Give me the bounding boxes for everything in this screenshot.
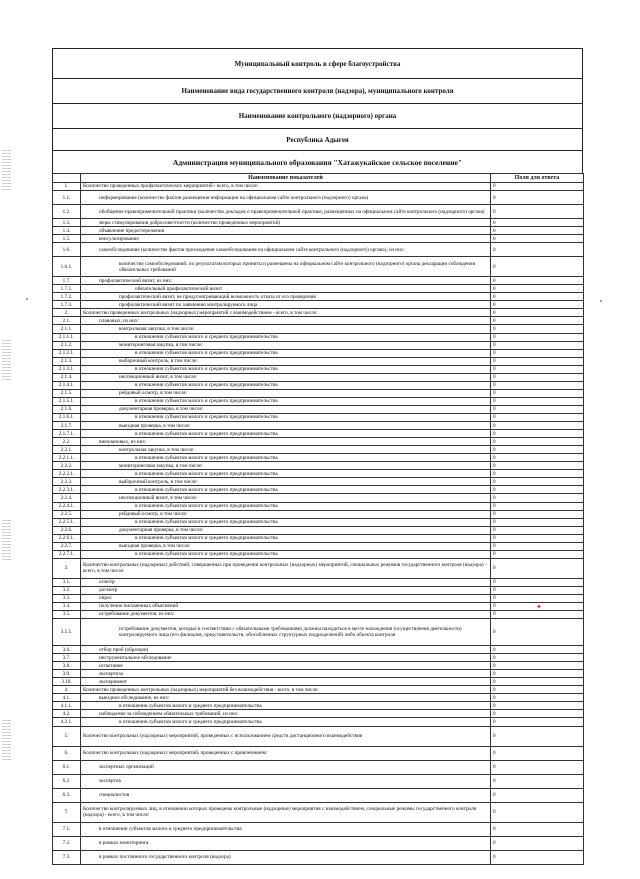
row-number: 2.1.5.1.	[53, 397, 81, 405]
row-number: 3.9.	[53, 670, 81, 678]
table-row	[53, 293, 584, 301]
table-row	[53, 205, 584, 219]
answer-value[interactable]: 0	[491, 317, 584, 325]
indicator-name: в отношении субъектов малого и среднего предпринимательства	[81, 534, 491, 542]
row-number: 2.2.2.1.	[53, 470, 81, 478]
indicator-name: истребование документов, из них:	[81, 611, 491, 619]
indicator-name: в отношении субъектов малого и среднего предпринимательства	[81, 518, 491, 526]
row-number: 5.	[53, 726, 81, 746]
row-number: 2.2.6.	[53, 526, 81, 534]
indicator-name: профилактический визит по заявлению контролируемого лица	[81, 301, 491, 309]
indicator-name: отбор проб (образцов)	[81, 646, 491, 654]
indicator-name: в рамках мониторинга	[81, 836, 491, 850]
scan-speck	[600, 300, 602, 302]
table-row	[53, 670, 584, 678]
row-number: 7.1.	[53, 822, 81, 836]
answer-value[interactable]: 0	[491, 518, 584, 526]
row-number: 2.2.1.	[53, 446, 81, 454]
row-number: 2.1.3.	[53, 357, 81, 365]
table-row	[53, 822, 584, 836]
answer-value[interactable]: 0	[491, 277, 584, 285]
indicator-name: инспекционный визит, в том числе:	[81, 494, 491, 502]
row-number: 2.1.1.	[53, 325, 81, 333]
number-column-header	[53, 174, 81, 183]
indicator-name: в отношении субъектов малого и среднего предпринимательства	[81, 502, 491, 510]
answer-value[interactable]: 0	[491, 219, 584, 227]
row-number: 1.7.2.	[53, 293, 81, 301]
table-row	[53, 446, 584, 454]
answer-value[interactable]: 0	[491, 405, 584, 413]
row-number: 4.	[53, 686, 81, 694]
table-row	[53, 454, 584, 462]
row-number: 3.8.	[53, 662, 81, 670]
indicator-name: самообследование (количество фактов прохождения самообследования на официальном сайте контрольного (надзорного) органа), из них:	[81, 243, 491, 257]
answer-value[interactable]: 0	[491, 611, 584, 619]
row-number: 2.1.6.	[53, 405, 81, 413]
table-row	[53, 309, 584, 317]
row-number: 1.7.1.	[53, 285, 81, 293]
table-row	[53, 219, 584, 227]
row-number: 2.2.7.1.	[53, 550, 81, 558]
table-row	[53, 550, 584, 558]
answer-value[interactable]: 0	[491, 309, 584, 317]
answer-value[interactable]: 0	[491, 678, 584, 686]
answer-value[interactable]: 0	[491, 325, 584, 333]
indicator-name: специалистов	[81, 788, 491, 802]
indicator-name: испытание	[81, 662, 491, 670]
answer-value[interactable]: 0	[491, 205, 584, 219]
row-number: 2.2.2.	[53, 462, 81, 470]
answer-value[interactable]: 0	[491, 836, 584, 850]
answer-value[interactable]: 0	[491, 510, 584, 518]
indicator-name: досмотр	[81, 586, 491, 594]
table-row	[53, 662, 584, 670]
table-row	[53, 788, 584, 802]
row-number: 2.2.5.	[53, 510, 81, 518]
indicators-table	[52, 173, 584, 865]
answer-value[interactable]: 0	[491, 602, 584, 610]
answer-value[interactable]: 0	[491, 183, 584, 191]
indicator-name: контрольная закупка, в том числе:	[81, 325, 491, 333]
table-row	[53, 470, 584, 478]
indicator-name: Количество контрольных (надзорных) мероприятий, проведенных с привлечением:	[81, 746, 491, 760]
answer-value[interactable]: 0	[491, 662, 584, 670]
row-number: 4.2.1.	[53, 718, 81, 726]
answer-value[interactable]: 0	[491, 774, 584, 788]
answer-value[interactable]: 0	[491, 646, 584, 654]
answer-value[interactable]: 0	[491, 357, 584, 365]
table-row	[53, 422, 584, 430]
table-row	[53, 526, 584, 534]
answer-value[interactable]: 0	[491, 235, 584, 243]
row-number: 7.2.	[53, 836, 81, 850]
indicator-name: Количество контрольных (надзорных) мероприятий, проведенных с использованием средств дистанционного взаимодействия	[81, 726, 491, 746]
table-row	[53, 726, 584, 746]
answer-value[interactable]: 0	[491, 301, 584, 309]
row-number: 2.2.4.1.	[53, 502, 81, 510]
answer-value[interactable]: 0	[491, 822, 584, 836]
row-number: 4.2.	[53, 710, 81, 718]
table-row	[53, 462, 584, 470]
indicator-name: экспертиза	[81, 670, 491, 678]
table-row	[53, 836, 584, 850]
table-row	[53, 349, 584, 357]
row-number: 4.1.	[53, 694, 81, 702]
indicator-name: в рамках постоянного государственного контроля (надзора)	[81, 850, 491, 864]
answer-value[interactable]: 0	[491, 670, 584, 678]
indicator-name: эксперимент	[81, 678, 491, 686]
row-number: 6.3.	[53, 788, 81, 802]
table-row	[53, 381, 584, 389]
table-row	[53, 430, 584, 438]
indicator-name: рейдовый осмотр, в том числе:	[81, 510, 491, 518]
answer-value[interactable]: 0	[491, 526, 584, 534]
indicator-name: плановых, из них:	[81, 317, 491, 325]
table-row	[53, 494, 584, 502]
row-number: 2.2.7.	[53, 542, 81, 550]
row-number: 2.2.4.	[53, 494, 81, 502]
row-number: 1.1.	[53, 191, 81, 205]
answer-value[interactable]: 0	[491, 702, 584, 710]
indicator-name: документарная проверка, в том числе:	[81, 405, 491, 413]
answer-value[interactable]: 0	[491, 454, 584, 462]
indicator-name: документарная проверка, в том числе:	[81, 526, 491, 534]
table-row	[53, 518, 584, 526]
authority-heading: Наименование контрольного (надзорного) органа	[52, 103, 583, 128]
scan-edge-artifact	[2, 340, 11, 380]
answer-value[interactable]: 0	[491, 462, 584, 470]
answer-value[interactable]: 0	[491, 486, 584, 494]
table-row	[53, 333, 584, 341]
indicator-name: в отношении субъектов малого и среднего предпринимательства	[81, 397, 491, 405]
indicator-name: Количество проведенных профилактических мероприятий - всего, в том числе:	[81, 183, 491, 191]
row-number: 3.1.	[53, 578, 81, 586]
answer-value[interactable]: 0	[491, 446, 584, 454]
indicator-name: в отношении субъектов малого и среднего предпринимательства	[81, 381, 491, 389]
answer-value[interactable]: 0	[491, 333, 584, 341]
indicator-name: в отношении субъектов малого и среднего предпринимательства	[81, 702, 491, 710]
scan-edge-artifact	[2, 520, 11, 560]
indicator-name: выборочный контроль, в том числе:	[81, 478, 491, 486]
report-sheet	[52, 48, 583, 865]
row-number: 1.	[53, 183, 81, 191]
answer-value[interactable]: 0	[491, 710, 584, 718]
answer-value[interactable]: 0	[491, 285, 584, 293]
table-row	[53, 413, 584, 421]
row-number: 2.1.6.1.	[53, 413, 81, 421]
table-row	[53, 611, 584, 619]
answer-value[interactable]: 0	[491, 694, 584, 702]
answer-value[interactable]: 0	[491, 494, 584, 502]
indicator-name: Количество контрольных (надзорных) действий, совершенных при проведении контрольных (надзорных) мероприятий, специальных режимов государственного контроля (надзора) - всего, в том числе:	[81, 558, 491, 578]
row-number: 2.1.4.1.	[53, 381, 81, 389]
table-row	[53, 301, 584, 309]
indicator-name: внеплановых, из них:	[81, 438, 491, 446]
answer-value[interactable]: 0	[491, 227, 584, 235]
table-row	[53, 341, 584, 349]
row-number: 7.3.	[53, 850, 81, 864]
row-number: 4.1.1.	[53, 702, 81, 710]
answer-value[interactable]: 0	[491, 534, 584, 542]
answer-value[interactable]: 0	[491, 542, 584, 550]
row-number: 3.2.	[53, 586, 81, 594]
answer-value[interactable]: 0	[491, 413, 584, 421]
indicator-name: мониторинговая закупка, в том числе:	[81, 341, 491, 349]
table-row	[53, 277, 584, 285]
red-pen-mark: ✦	[536, 603, 542, 611]
answer-value[interactable]: 0	[491, 619, 584, 646]
indicator-name: объявление предостережения	[81, 227, 491, 235]
answer-value[interactable]: 0	[491, 558, 584, 578]
table-row	[53, 317, 584, 325]
indicator-column-header: Наименование показателей	[81, 174, 491, 183]
row-number: 3.10.	[53, 678, 81, 686]
answer-column-header: Поля для ответа	[491, 174, 584, 183]
answer-value[interactable]: 0	[491, 586, 584, 594]
table-row	[53, 365, 584, 373]
row-number: 2.1.2.1.	[53, 349, 81, 357]
indicator-name: получение письменных объяснений	[81, 602, 491, 610]
answer-value[interactable]: 0	[491, 381, 584, 389]
indicator-name: в отношении субъектов малого и среднего предпринимательства	[81, 454, 491, 462]
row-number: 1.5.	[53, 235, 81, 243]
table-row	[53, 594, 584, 602]
indicator-name: профилактический визит, из них:	[81, 277, 491, 285]
indicator-name: выездное обследование, из них:	[81, 694, 491, 702]
table-row	[53, 235, 584, 243]
table-row	[53, 285, 584, 293]
table-row	[53, 619, 584, 646]
table-row	[53, 850, 584, 864]
indicator-name: в отношении субъектов малого и среднего предпринимательства	[81, 550, 491, 558]
indicator-name: Количество контролируемых лиц, в отношении которых проведены контрольные (надзорные) мероприятия с взаимодействием, специальные режимы государственного контроля (надзора) - всего, в том числе:	[81, 802, 491, 822]
table-row	[53, 718, 584, 726]
table-row	[53, 486, 584, 494]
answer-value[interactable]: 0	[491, 654, 584, 662]
table-row	[53, 578, 584, 586]
answer-value[interactable]: 0	[491, 373, 584, 381]
row-number: 2.	[53, 309, 81, 317]
table-row	[53, 774, 584, 788]
scan-edge-artifact	[2, 150, 11, 190]
answer-value[interactable]: 0	[491, 257, 584, 277]
table-row	[53, 678, 584, 686]
answer-value[interactable]: 0	[491, 470, 584, 478]
table-row	[53, 405, 584, 413]
control-kind-heading: Наименование вида государственного контроля (надзора), муниципального контроля	[52, 78, 583, 103]
indicator-name: в отношении субъектов малого и среднего предпринимательства	[81, 822, 491, 836]
row-number: 2.2.5.1.	[53, 518, 81, 526]
table-row	[53, 760, 584, 774]
row-number: 2.1.5.	[53, 389, 81, 397]
answer-value[interactable]: 0	[491, 341, 584, 349]
table-row	[53, 646, 584, 654]
answer-value[interactable]: 0	[491, 389, 584, 397]
table-row	[53, 325, 584, 333]
indicator-name: обязательный профилактический визит	[81, 285, 491, 293]
answer-value[interactable]: 0	[491, 746, 584, 760]
indicator-name: в отношении субъектов малого и среднего предпринимательства	[81, 470, 491, 478]
table-row	[53, 357, 584, 365]
table-row	[53, 602, 584, 610]
indicator-name: в отношении субъектов малого и среднего предпринимательства	[81, 718, 491, 726]
table-row	[53, 586, 584, 594]
indicator-name: контрольная закупка, в том числе:	[81, 446, 491, 454]
table-row	[53, 746, 584, 760]
region-name: Республика Адыгея	[52, 128, 583, 150]
indicator-name: инструментальное обследование	[81, 654, 491, 662]
row-number: 2.1.3.1.	[53, 365, 81, 373]
indicator-name: меры стимулирования добросовестности (количество проведенных мероприятий)	[81, 219, 491, 227]
scan-edge-artifact	[2, 720, 11, 760]
indicator-name: мониторинговая закупка, в том числе:	[81, 462, 491, 470]
row-number: 6.	[53, 746, 81, 760]
answer-value[interactable]: 0	[491, 594, 584, 602]
table-row	[53, 373, 584, 381]
indicator-name: инспекционный визит, в том числе:	[81, 373, 491, 381]
answer-value[interactable]: 0	[491, 578, 584, 586]
answer-value[interactable]: 0	[491, 802, 584, 822]
table-row	[53, 257, 584, 277]
row-number: 6.2.	[53, 774, 81, 788]
indicator-name: обобщение правоприменительной практики (количество докладов о правоприменительной практике, размещенных на официальном сайте контрольного (надзорного) органа)	[81, 205, 491, 219]
row-number: 2.1.7.1.	[53, 430, 81, 438]
indicator-name: выборочный контроль, в том числе:	[81, 357, 491, 365]
table-row	[53, 183, 584, 191]
row-number: 1.7.3.	[53, 301, 81, 309]
row-number: 1.6.1.	[53, 257, 81, 277]
indicator-name: профилактический визит, не предусматривающий возможность отказа от его проведения	[81, 293, 491, 301]
indicator-name: наблюдение за соблюдением обязательных требований, из них:	[81, 710, 491, 718]
answer-value[interactable]: 0	[491, 502, 584, 510]
row-number: 3.5.	[53, 611, 81, 619]
indicator-name: количество самообследований, по результатам которых приняты и размещены на официальном сайте контрольного (надзорного) органа декларации соблюдения обязательных требований	[81, 257, 491, 277]
answer-value[interactable]: 0	[491, 365, 584, 373]
row-number: 3.7.	[53, 654, 81, 662]
row-number: 1.3.	[53, 219, 81, 227]
table-row	[53, 227, 584, 235]
table-row	[53, 478, 584, 486]
row-number: 2.2.1.1.	[53, 454, 81, 462]
row-number: 3.4.	[53, 602, 81, 610]
row-number: 2.1.2.	[53, 341, 81, 349]
indicator-name: экспертных организаций	[81, 760, 491, 774]
indicator-name: истребование документов, которые в соответствии с обязательными требованиями должны находиться в месте нахождения (осуществления деятельности) контролируемого лица (его филиалов, представительств, обособленных структурных подразделений) либо объекта контроля	[81, 619, 491, 646]
row-number: 3.5.1.	[53, 619, 81, 646]
answer-value[interactable]: 0	[491, 397, 584, 405]
table-row	[53, 694, 584, 702]
row-number: 3.6.	[53, 646, 81, 654]
indicator-name: Количество проведенных контрольных (надзорных) мероприятий с взаимодействием - всего, в том числе:	[81, 309, 491, 317]
indicator-name: выездная проверка, в том числе:	[81, 422, 491, 430]
table-row	[53, 542, 584, 550]
table-row	[53, 510, 584, 518]
indicator-name: экспертов	[81, 774, 491, 788]
answer-value[interactable]: 0	[491, 422, 584, 430]
answer-value[interactable]: 0	[491, 349, 584, 357]
answer-value[interactable]: 0	[491, 293, 584, 301]
table-row	[53, 686, 584, 694]
answer-value[interactable]: 0	[491, 718, 584, 726]
row-number: 2.2.3.1.	[53, 486, 81, 494]
row-number: 7.	[53, 802, 81, 822]
row-number: 3.3.	[53, 594, 81, 602]
row-number: 2.2.3.	[53, 478, 81, 486]
indicator-name: в отношении субъектов малого и среднего предпринимательства	[81, 365, 491, 373]
table-row	[53, 702, 584, 710]
row-number: 2.2.6.1.	[53, 534, 81, 542]
answer-value[interactable]: 0	[491, 726, 584, 746]
indicator-name: в отношении субъектов малого и среднего предпринимательства	[81, 333, 491, 341]
indicator-name: Количество проведенных контрольных (надзорных) мероприятий без взаимодействия - всего, в том числе:	[81, 686, 491, 694]
table-row	[53, 654, 584, 662]
table-row	[53, 558, 584, 578]
indicator-name: рейдовый осмотр, в том числе:	[81, 389, 491, 397]
row-number: 1.4.	[53, 227, 81, 235]
answer-value[interactable]: 0	[491, 850, 584, 864]
indicator-name: опрос	[81, 594, 491, 602]
indicator-name: выездная проверка, в том числе:	[81, 542, 491, 550]
table-row	[53, 710, 584, 718]
table-row	[53, 438, 584, 446]
table-row	[53, 397, 584, 405]
answer-value[interactable]: 0	[491, 243, 584, 257]
row-number: 2.2.	[53, 438, 81, 446]
indicator-name: в отношении субъектов малого и среднего предпринимательства	[81, 413, 491, 421]
table-row	[53, 502, 584, 510]
table-row	[53, 191, 584, 205]
scan-speck	[26, 298, 28, 300]
answer-value[interactable]: 0	[491, 438, 584, 446]
table-row	[53, 534, 584, 542]
control-type-title: Муниципальный контроль в сфере благоустройства	[52, 48, 583, 78]
row-number: 1.2.	[53, 205, 81, 219]
answer-value[interactable]: 0	[491, 686, 584, 694]
table-row	[53, 802, 584, 822]
answer-value[interactable]: 0	[491, 478, 584, 486]
answer-value[interactable]: 0	[491, 191, 584, 205]
indicator-name: в отношении субъектов малого и среднего предпринимательства	[81, 486, 491, 494]
indicator-name: консультирование	[81, 235, 491, 243]
row-number: 2.1.1.1.	[53, 333, 81, 341]
indicator-name: осмотр	[81, 578, 491, 586]
row-number: 2.1.	[53, 317, 81, 325]
answer-value[interactable]: 0	[491, 760, 584, 774]
row-number: 2.1.4.	[53, 373, 81, 381]
row-number: 1.7.	[53, 277, 81, 285]
row-number: 1.6.	[53, 243, 81, 257]
row-number: 6.1.	[53, 760, 81, 774]
authority-name: Администрация муниципального образования "Хатажукайское сельское поселение"	[52, 150, 583, 173]
answer-value[interactable]: 0	[491, 430, 584, 438]
indicator-name: в отношении субъектов малого и среднего предпринимательства	[81, 349, 491, 357]
answer-value[interactable]: 0	[491, 550, 584, 558]
indicator-name: информирование (количество фактов размещения информации на официальном сайте контрольного (надзорного) органа)	[81, 191, 491, 205]
table-row	[53, 389, 584, 397]
table-row	[53, 243, 584, 257]
answer-value[interactable]: 0	[491, 788, 584, 802]
row-number: 3.	[53, 558, 81, 578]
indicator-name: в отношении субъектов малого и среднего предпринимательства	[81, 430, 491, 438]
row-number: 2.1.7.	[53, 422, 81, 430]
